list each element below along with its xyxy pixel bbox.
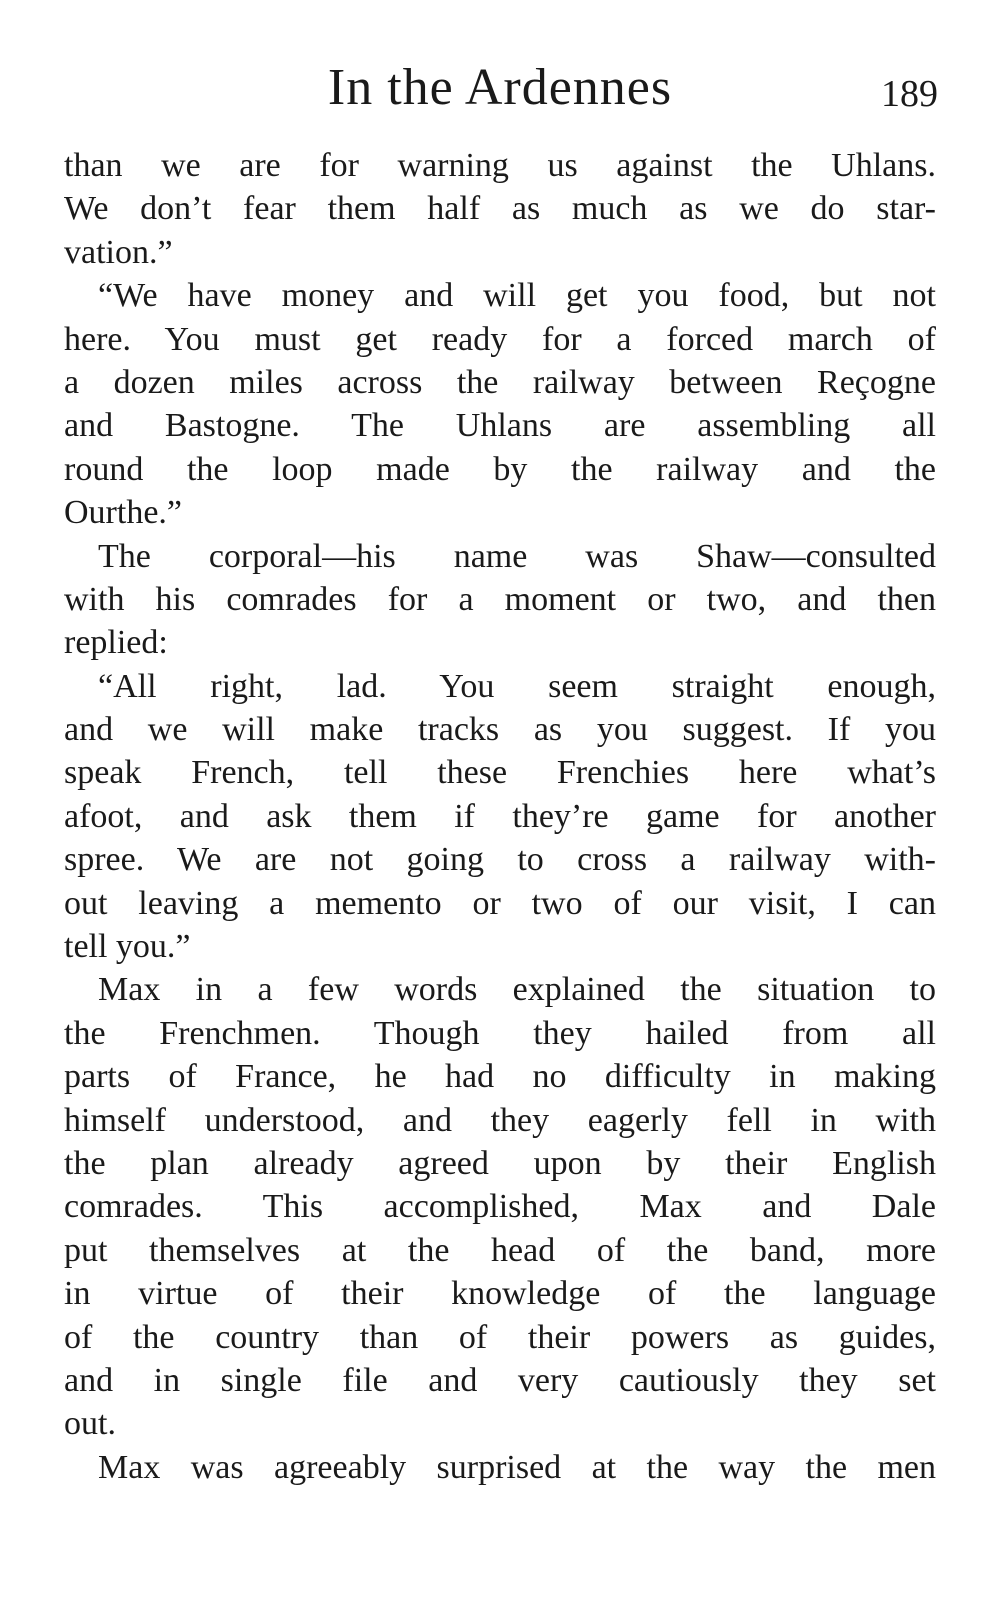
text-line: round the loop made by the railway and the <box>64 450 936 488</box>
text-line: replied: <box>64 624 168 662</box>
text-line: spree. We are not going to cross a railway with- <box>64 841 936 879</box>
text-line: of the country than of their powers as guides, <box>64 1318 936 1356</box>
text-line: We don’t fear them half as much as we do star- <box>64 190 936 228</box>
text-line: “We have money and will get you food, but not <box>98 277 936 315</box>
text-line: Ourthe.” <box>64 494 183 532</box>
text-line: tell you.” <box>64 928 191 966</box>
text-line: himself understood, and they eagerly fell in with <box>64 1101 936 1139</box>
chapter-title: In the Ardennes <box>327 59 673 116</box>
text-line: vation.” <box>64 233 173 271</box>
text-line: in virtue of their knowledge of the language <box>64 1275 936 1313</box>
text-line: comrades. This accomplished, Max and Dale <box>64 1188 936 1226</box>
running-head <box>62 58 938 118</box>
text-line: “All right, lad. You seem straight enough, <box>98 667 936 705</box>
text-line: Max was agreeably surprised at the way the men <box>98 1448 936 1486</box>
text-line: the Frenchmen. Though they hailed from all <box>64 1014 936 1052</box>
body-text <box>64 144 936 1489</box>
text-line: and we will make tracks as you suggest. If you <box>64 711 936 749</box>
text-line: put themselves at the head of the band, more <box>64 1231 936 1269</box>
text-line: Max in a few words explained the situation to <box>98 971 936 1009</box>
text-line: and Bastogne. The Uhlans are assembling all <box>64 407 936 445</box>
text-line: here. You must get ready for a forced march of <box>64 320 936 358</box>
text-line: out leaving a memento or two of our visit, I can <box>64 884 936 922</box>
text-line: the plan already agreed upon by their English <box>64 1144 936 1182</box>
text-line: a dozen miles across the railway between Reçogne <box>64 363 936 401</box>
text-line: parts of France, he had no difficulty in making <box>64 1058 936 1096</box>
text-line: The corporal—his name was Shaw—consulted <box>98 537 936 575</box>
text-line: out. <box>64 1405 116 1443</box>
text-line: afoot, and ask them if they’re game for another <box>64 797 936 835</box>
text-line: with his comrades for a moment or two, and then <box>64 580 936 618</box>
text-line: than we are for warning us against the Uhlans. <box>64 147 936 184</box>
text-line: and in single file and very cautiously they set <box>64 1361 936 1399</box>
text-line: speak French, tell these Frenchies here what’s <box>64 754 936 792</box>
page-number: 189 <box>881 73 938 115</box>
